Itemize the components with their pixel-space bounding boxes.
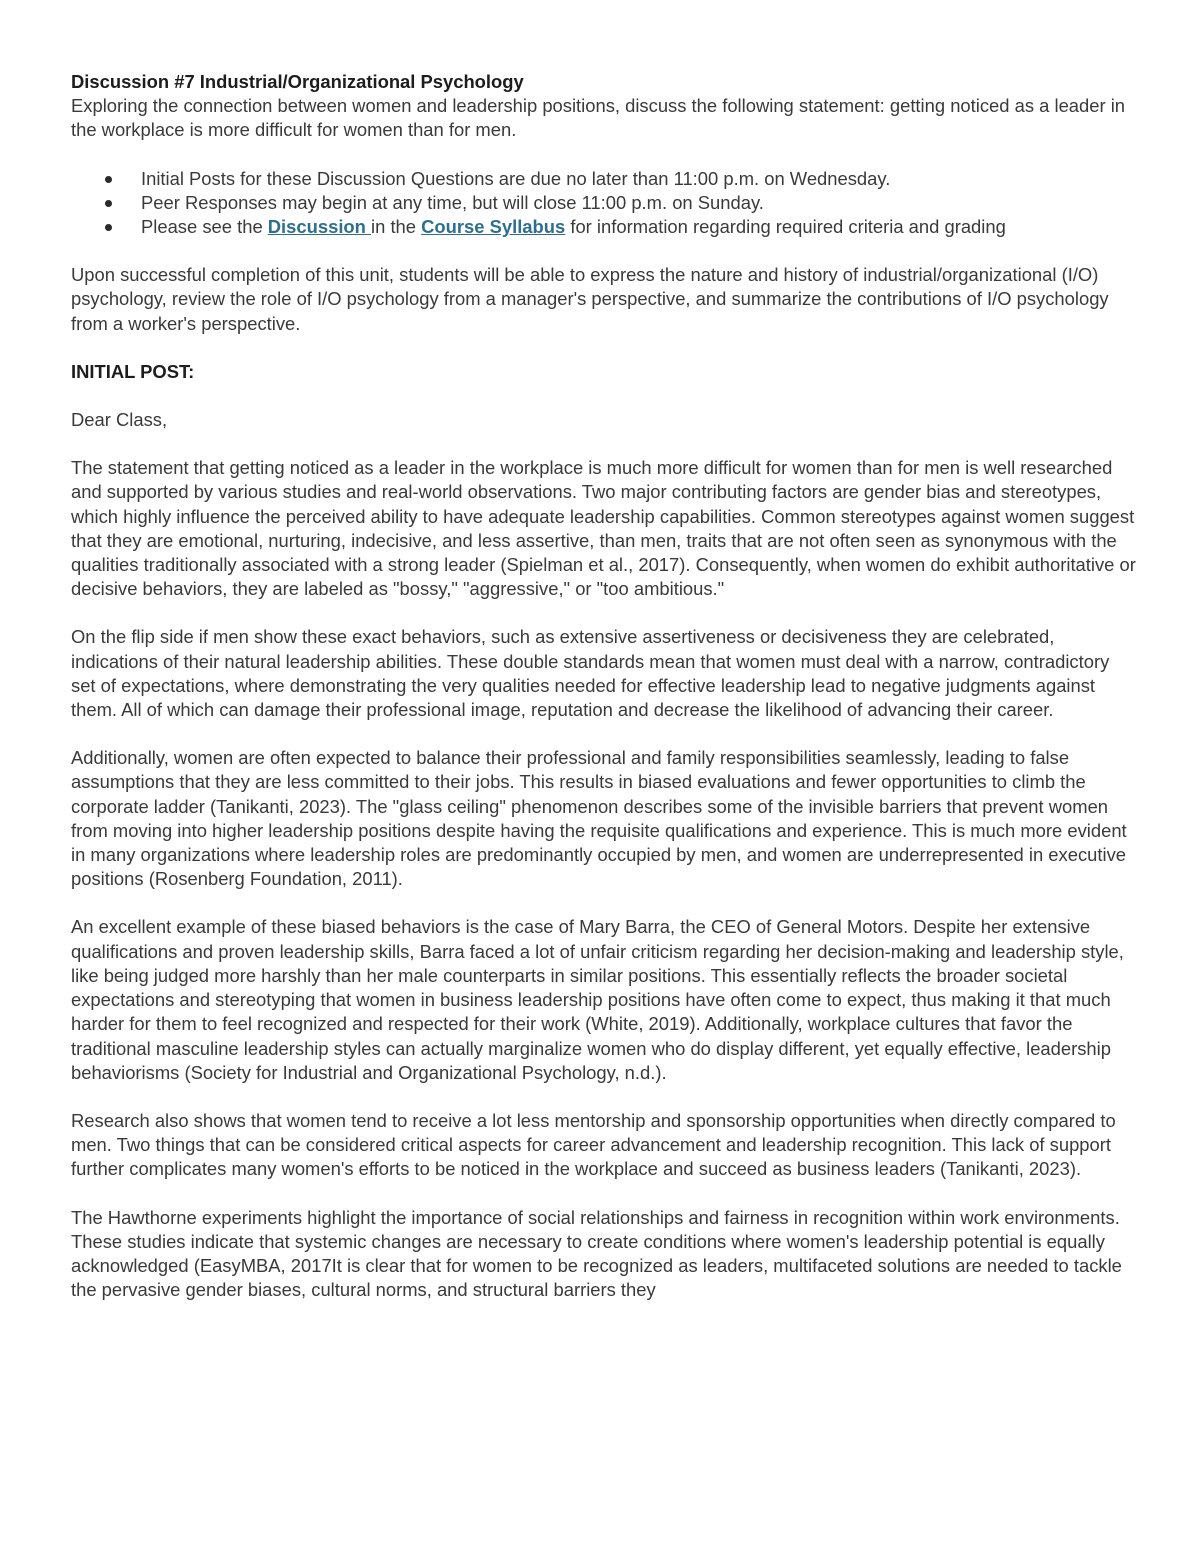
- discussion-link[interactable]: Discussion: [267, 216, 372, 238]
- discussion-prompt: Exploring the connection between women and leadership positions, discuss the following statement: getting noticed as a leader in the workplace is more difficult for women than for men.: [71, 95, 1126, 141]
- bullet-icon: [105, 200, 112, 207]
- body-paragraph: Additionally, women are often expected to balance their professional and family responsibilities seamlessly, leading to false assumptions that they are less committed to their jobs. This results in biased evaluations and fewer opportunities to climb the corporate ladder (Tanikanti, 2023). The "glass ceiling" phenomenon describes some of the invisible barriers that prevent women from moving into higher leadership positions despite having the requisite qualifications and experience. This is much more evident in many organizations where leadership roles are predominantly occupied by men, and women are underrepresented in executive positions (Rosenberg Foundation, 2011).: [71, 747, 1127, 890]
- list-item: [71, 191, 1136, 215]
- body-paragraph: On the flip side if men show these exact behaviors, such as extensive assertiveness or decisiveness they are celebrated, indications of their natural leadership abilities. These double standards mean that women must deal with a narrow, contradictory set of expectations, where demonstrating the very qualities needed for effective leadership lead to negative judgments against them. All of which can damage their professional image, reputation and decrease the likelihood of advancing their career.: [71, 626, 1110, 721]
- bullet-icon: [105, 224, 112, 231]
- body-paragraph: The statement that getting noticed as a leader in the workplace is much more difficult for women than for men is well researched and supported by various studies and real-world observations. Two major contributing factors are gender bias and stereotypes, which highly influence the perceived ability to have adequate leadership capabilities. Common stereotypes against women suggest that they are emotional, nurturing, indecisive, and less assertive, than men, traits that are not often seen as synonymous with the qualities traditionally associated with a strong leader (Spielman et al., 2017). Consequently, when women do exhibit authoritative or decisive behaviors, they are labeled as "bossy," "aggressive," or "too ambitious.": [71, 457, 1136, 600]
- body-paragraph: Research also shows that women tend to receive a lot less mentorship and sponsorship opportunities when directly compared to men. Two things that can be considered critical aspects for career advancement and leadership recognition. This lack of support further complicates many women's efforts to be noticed in the workplace and succeed as business leaders (Tanikanti, 2023).: [71, 1109, 1116, 1180]
- document-page: [71, 70, 1136, 1302]
- bullet-text-prefix: Please see the: [141, 216, 268, 238]
- body-paragraph: An excellent example of these biased behaviors is the case of Mary Barra, the CEO of General Motors. Despite her extensive qualifications and proven leadership skills, Barra faced a lot of unfair criticism regarding her decision-making and leadership style, like being judged more harshly than her male counterparts in similar positions. This essentially reflects the broader societal expectations and stereotyping that women in business leadership positions have often come to expect, thus making it that much harder for them to feel recognized and respected for their work (White, 2019). Additionally, workplace cultures that favor the traditional masculine leadership styles can actually marginalize women who do display different, yet equally effective, leadership behaviorisms (Society for Industrial and Organizational Psychology, n.d.).: [71, 916, 1124, 1083]
- section-label: INITIAL POST:: [71, 360, 195, 382]
- document-title: Discussion #7 Industrial/Organizational Psychology: [71, 71, 524, 92]
- bullet-icon: [105, 176, 112, 183]
- greeting: Dear Class,: [71, 409, 168, 431]
- list-item: [71, 167, 1136, 191]
- bullet-text-suffix: for information regarding required criteria and grading: [565, 216, 1006, 238]
- requirements-list: [71, 167, 1136, 240]
- unit-objectives: Upon successful completion of this unit, students will be able to express the nature and history of industrial/organizational (I/O) psychology, review the role of I/O psychology from a manager's perspective, and summarize the contributions of I/O psychology from a worker's perspective.: [71, 264, 1109, 334]
- body-paragraph: The Hawthorne experiments highlight the importance of social relationships and fairness in recognition within work environments. These studies indicate that systemic changes are necessary to create conditions where women's leadership potential is equally acknowledged (EasyMBA, 2017It is clear that for women to be recognized as leaders, multifaceted solutions are needed to tackle the pervasive gender biases, cultural norms, and structural barriers they: [71, 1206, 1122, 1301]
- bullet-text: Initial Posts for these Discussion Questions are due no later than 11:00 p.m. on Wednesday.: [141, 167, 891, 189]
- bullet-text: Peer Responses may begin at any time, but will close 11:00 p.m. on Sunday.: [141, 191, 764, 213]
- list-item: [71, 215, 1136, 239]
- bullet-text-mid: in the: [371, 216, 422, 238]
- course-syllabus-link[interactable]: Course Syllabus: [421, 216, 566, 238]
